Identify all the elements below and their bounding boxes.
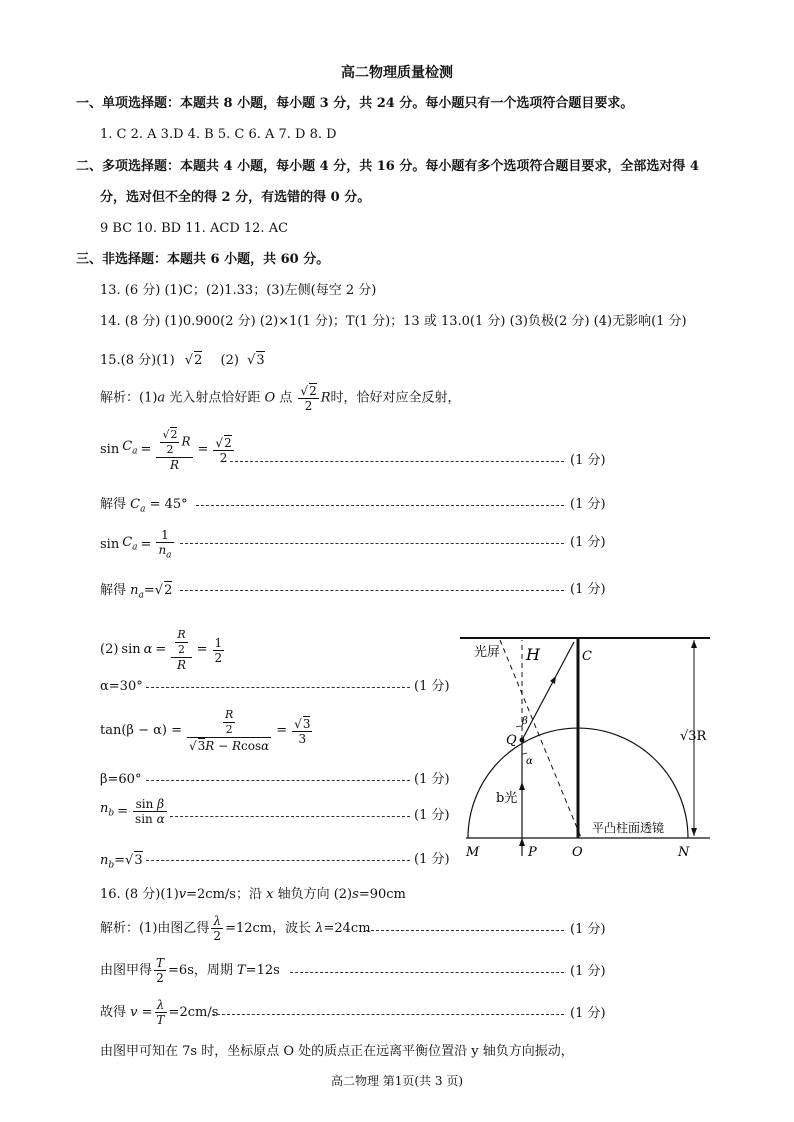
label-alpha: α xyxy=(526,756,533,767)
formula-ca-45: 解得 $C_a = 45^\circ$ xyxy=(100,497,188,515)
formula-alpha: α=30° xyxy=(100,679,143,694)
q16-line4: 由图甲可知在 7s 时，坐标原点 O 处的质点正在远离平衡位置沿 y 轴负方向振动， xyxy=(100,1044,574,1059)
label-lens: 平凸柱面透镜 xyxy=(592,821,665,835)
section1-heading: 一、单项选择题：本题共 8 小题，每小题 3 分，共 24 分。每小题只有一个选项符合题目要求。 xyxy=(76,96,634,111)
label-b-light: b光 xyxy=(496,791,518,806)
label-beta: β xyxy=(522,716,528,727)
formula-sin-ca-2: sin $C_a$ = $\frac{1}{n_a}$ xyxy=(100,528,172,561)
q16-line3: 故得 v = $\frac{\lambda}{T}$ =2cm/s xyxy=(100,998,219,1027)
section2-heading-line2: 分，选对但不全的得 2 分，有选错的得 0 分。 xyxy=(100,190,371,205)
q15-explanation: 解析：(1)a 光入射点恰好距 O 点 $\frac{√2}{2}$ R时，恰好对应全反射， xyxy=(100,384,461,413)
leader-dots xyxy=(170,816,410,817)
score-7: (1 分) xyxy=(414,808,450,823)
score-3: (1 分) xyxy=(570,535,606,550)
score-2: (1 分) xyxy=(570,497,606,512)
leader-dots xyxy=(146,860,410,861)
formula-sin-ca-1: sin $C_a$ = $\frac{√2}{2}$ R R = $\frac{√2}{2}$ xyxy=(100,428,232,472)
formula-nb: $n_b=√3$ xyxy=(100,853,143,871)
formula-na: 解得 $n_a=√2$ xyxy=(100,583,173,601)
score-5: (1 分) xyxy=(414,679,450,694)
label-n: N xyxy=(678,845,690,860)
leader-dots xyxy=(290,972,564,973)
q15-header: 15.(8 分)(1) √2 (2) √3 xyxy=(100,353,265,368)
label-p: P xyxy=(528,845,537,860)
leader-dots xyxy=(212,1014,564,1015)
label-q: Q xyxy=(506,733,517,748)
q14-answer: 14. (8 分) (1)0.900(2 分) (2)×1(1 分)；T(1 分)；13 或 13.0(1 分) (3)负极(2 分) (4)无影响(1 分) xyxy=(100,314,687,329)
section2-answers: 9 BC 10. BD 11. ACD 12. AC xyxy=(100,221,289,236)
leader-dots xyxy=(146,687,410,688)
formula-nb-ratio: $n_b$ = $\frac{\text{sin β}}{\text{sin α}}$ xyxy=(100,797,165,826)
leader-dots xyxy=(196,505,564,506)
q13-answer: 13. (6 分) (1)C；(2)1.33；(3)左侧(每空 2 分) xyxy=(100,283,377,298)
section3-heading: 三、非选择题：本题共 6 小题，共 60 分。 xyxy=(76,252,330,267)
lens-diagram xyxy=(460,628,716,864)
q16-header: 16. (8 分)(1)v=2cm/s；沿 x 轴负方向 (2)s=90cm xyxy=(100,887,406,902)
page-footer: 高二物理 第1页(共 3 页) xyxy=(330,1074,464,1088)
q16-line1: 解析：(1)由图乙得 $\frac{\lambda}{2}$ =12cm，波长 λ=24cm xyxy=(100,914,371,943)
score-6: (1 分) xyxy=(414,772,450,787)
leader-dots xyxy=(146,780,410,781)
leader-dots xyxy=(230,461,564,462)
score-9: (1 分) xyxy=(570,922,606,937)
formula-sin-alpha: (2) sin α = $\frac{\frac{R}{2}}{R}$ = $\frac{1}{2}$ xyxy=(100,628,223,672)
label-m: M xyxy=(466,845,480,860)
label-screen: 光屏 xyxy=(474,645,501,660)
score-4: (1 分) xyxy=(570,582,606,597)
page-title: 高二物理质量检测 xyxy=(341,65,453,81)
formula-tan: tan(β − α) = $\frac{\frac{R}{2}}{√3R - Rcos\alpha}$ = $\frac{√3}{3}$ xyxy=(100,708,311,753)
label-o: O xyxy=(572,845,583,860)
label-c: C xyxy=(582,649,592,664)
formula-beta: β=60° xyxy=(100,772,142,787)
q16-line2: 由图甲得 $\frac{T}{2}$ =6s，周期 T=12s xyxy=(100,956,280,985)
label-h: H xyxy=(526,645,540,664)
leader-dots xyxy=(180,543,564,544)
label-height: √3R xyxy=(680,729,707,744)
leader-dots xyxy=(366,930,564,931)
score-11: (1 分) xyxy=(570,1006,606,1021)
leader-dots xyxy=(180,590,564,591)
section1-answers: 1. C 2. A 3.D 4. B 5. C 6. A 7. D 8. D xyxy=(100,127,337,142)
score-8: (1 分) xyxy=(414,852,450,867)
score-1: (1 分) xyxy=(570,453,606,468)
score-10: (1 分) xyxy=(570,964,606,979)
section2-heading-line1: 二、多项选择题：本题共 4 小题，每小题 4 分，共 16 分。每小题有多个选项符合题目要求，全部选对得 4 xyxy=(76,159,699,174)
